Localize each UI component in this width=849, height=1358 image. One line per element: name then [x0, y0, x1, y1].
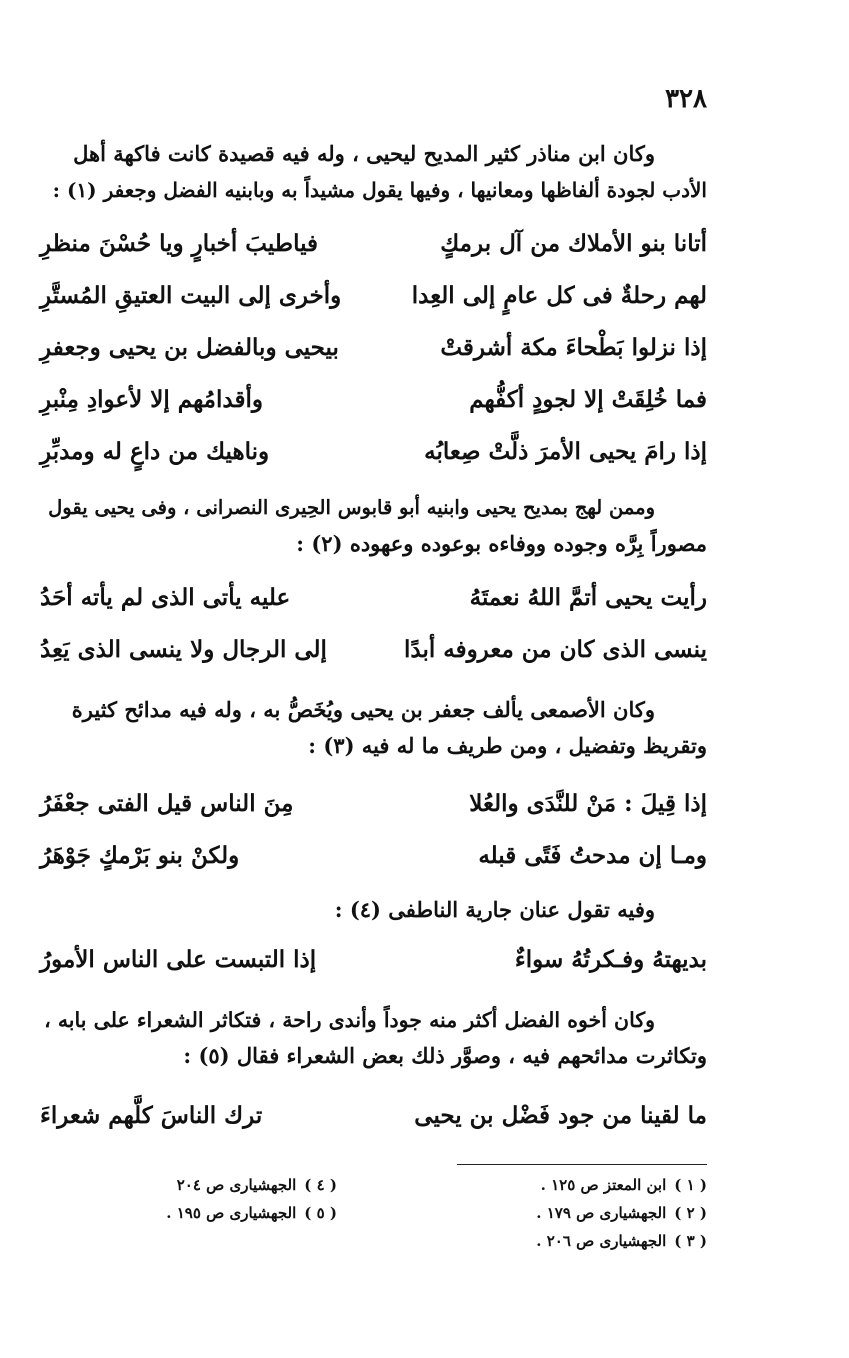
- verse-second-hemistich: ولكنْ بنو بَرْمكٍ جَوْهَرُ: [40, 842, 240, 869]
- verse-line: [40, 790, 707, 830]
- footnote-number: ( ٥ ): [304, 1204, 337, 1222]
- text-line: وتقريظ وتفضيل ، ومن طريف ما له فيه (٣) :: [308, 733, 707, 758]
- paragraph-fadl: [40, 1002, 707, 1074]
- verse-line: [40, 438, 707, 478]
- verse-first-hemistich: ينسى الذى كان من معروفه أبدًا: [403, 636, 707, 663]
- text-line: وكان الأصمعى يألف جعفر بن يحيى ويُخَصُّ به ، وله فيه مدائح كثيرة: [71, 697, 655, 722]
- footnote-number: ( ٢ ): [674, 1204, 707, 1222]
- verse-first-hemistich: إذا رامَ يحيى الأمرَ ذلَّتْ صِعابُه: [424, 438, 707, 465]
- verse-first-hemistich: ما لقينا من جود فَضْل بن يحيى: [414, 1102, 707, 1129]
- verse-first-hemistich: لهم رحلةٌ فى كل عامٍ إلى العِدا: [411, 282, 707, 309]
- footnote-text: الجهشيارى ص ٢٠٤: [176, 1176, 297, 1194]
- text-line: وفيه تقول عنان جارية الناطفى (٤) :: [334, 897, 655, 922]
- footnote-number: ( ٣ ): [674, 1232, 707, 1250]
- text-line: وتكاثرت مدائحهم فيه ، وصوَّر ذلك بعض الشعراء فقال (٥) :: [183, 1043, 707, 1068]
- text-line: الأدب لجودة ألفاظها ومعانيها ، وفيها يقول مشيداً به وبابنيه الفضل وجعفر (١) :: [52, 178, 707, 202]
- verse-second-hemistich: وأخرى إلى البيت العتيقِ المُستَّرِ: [40, 282, 342, 309]
- verse-second-hemistich: إلى الرجال ولا ينسى الذى يَعِدُ: [40, 636, 327, 663]
- paragraph-inan: [40, 892, 707, 928]
- footnote-text: الجهشيارى ص ١٧٩ .: [536, 1204, 667, 1222]
- verse-second-hemistich: وناهيك من داعٍ له ومدبِّرِ: [40, 438, 270, 465]
- verse-line: [40, 334, 707, 374]
- verse-line: [40, 636, 707, 676]
- footnote-separator: [457, 1164, 707, 1165]
- verse-second-hemistich: وأقدامُهم إلا لأعوادِ مِنْبرِ: [40, 386, 263, 413]
- footnote-text: الجهشيارى ص ١٩٥ .: [166, 1204, 297, 1222]
- paragraph-abu-qabus: [40, 490, 707, 562]
- verse-first-hemistich: إذا قِيلَ : مَنْ للنَّدَى والعُلا: [469, 790, 707, 817]
- footnote: [536, 1232, 707, 1250]
- footnote: [166, 1204, 337, 1222]
- paragraph-asmai: [40, 692, 707, 764]
- footnote: [177, 1176, 337, 1194]
- paragraph-ibn-munadhir: [40, 136, 707, 208]
- text-line: مصوراً بِرَّه وجوده ووفاءه بوعوده وعهوده (٢) :: [296, 531, 707, 556]
- verse-first-hemistich: فما خُلِقَتْ إلا لجودٍ أكفُّهم: [469, 386, 707, 413]
- footnote-number: ( ١ ): [674, 1176, 707, 1194]
- verse-second-hemistich: مِنَ الناس قيل الفتى جعْفَرُ: [40, 790, 294, 817]
- footnote: [536, 1204, 707, 1222]
- verse-line: [40, 946, 707, 986]
- text-line: وكان أخوه الفضل أكثر منه جوداً وأندى راحة ، فتكاثر الشعراء على بابه ،: [44, 1008, 655, 1032]
- verse-line: [40, 584, 707, 624]
- verse-line: [40, 230, 707, 270]
- verse-second-hemistich: بيحيى وبالفضل بن يحيى وجعفرِ: [40, 334, 339, 361]
- verse-first-hemistich: أتانا بنو الأملاك من آل برمكٍ: [440, 230, 707, 257]
- footnote-text: ابن المعتز ص ١٢٥ .: [540, 1176, 667, 1194]
- verse-line: [40, 1102, 707, 1142]
- page-number: ٣٢٨: [665, 84, 707, 114]
- verse-second-hemistich: ترك الناسَ كلَّهم شعراءَ: [40, 1102, 263, 1129]
- footnote-number: ( ٤ ): [304, 1176, 337, 1194]
- footnote: [541, 1176, 707, 1194]
- verse-second-hemistich: إذا التبست على الناس الأمورُ: [40, 946, 317, 973]
- verse-first-hemistich: ومـا إن مدحتُ فَتًى قبله: [478, 842, 707, 869]
- text-line: وكان ابن مناذر كثير المديح ليحيى ، وله فيه قصيدة كانت فاكهة أهل: [73, 141, 655, 166]
- verse-first-hemistich: رأيت يحيى أتمَّ اللهُ نعمتَهُ: [469, 584, 707, 611]
- text-line: وممن لهج بمديح يحيى وابنيه أبو قابوس الحِيرى النصرانى ، وفى يحيى يقول: [48, 496, 655, 519]
- verse-first-hemistich: إذا نزلوا بَطْحاءَ مكة أشرقتْ: [440, 334, 707, 361]
- verse-second-hemistich: فياطيبَ أخبارٍ ويا حُسْنَ منظرِ: [40, 230, 319, 257]
- verse-line: [40, 842, 707, 882]
- verse-line: [40, 282, 707, 322]
- verse-second-hemistich: عليه يأتى الذى لم يأته أحَدُ: [40, 584, 291, 611]
- verse-line: [40, 386, 707, 426]
- footnote-text: الجهشيارى ص ٢٠٦ .: [536, 1232, 667, 1250]
- verse-first-hemistich: بديهتهُ وفـكرتُهُ سواءٌ: [514, 946, 707, 973]
